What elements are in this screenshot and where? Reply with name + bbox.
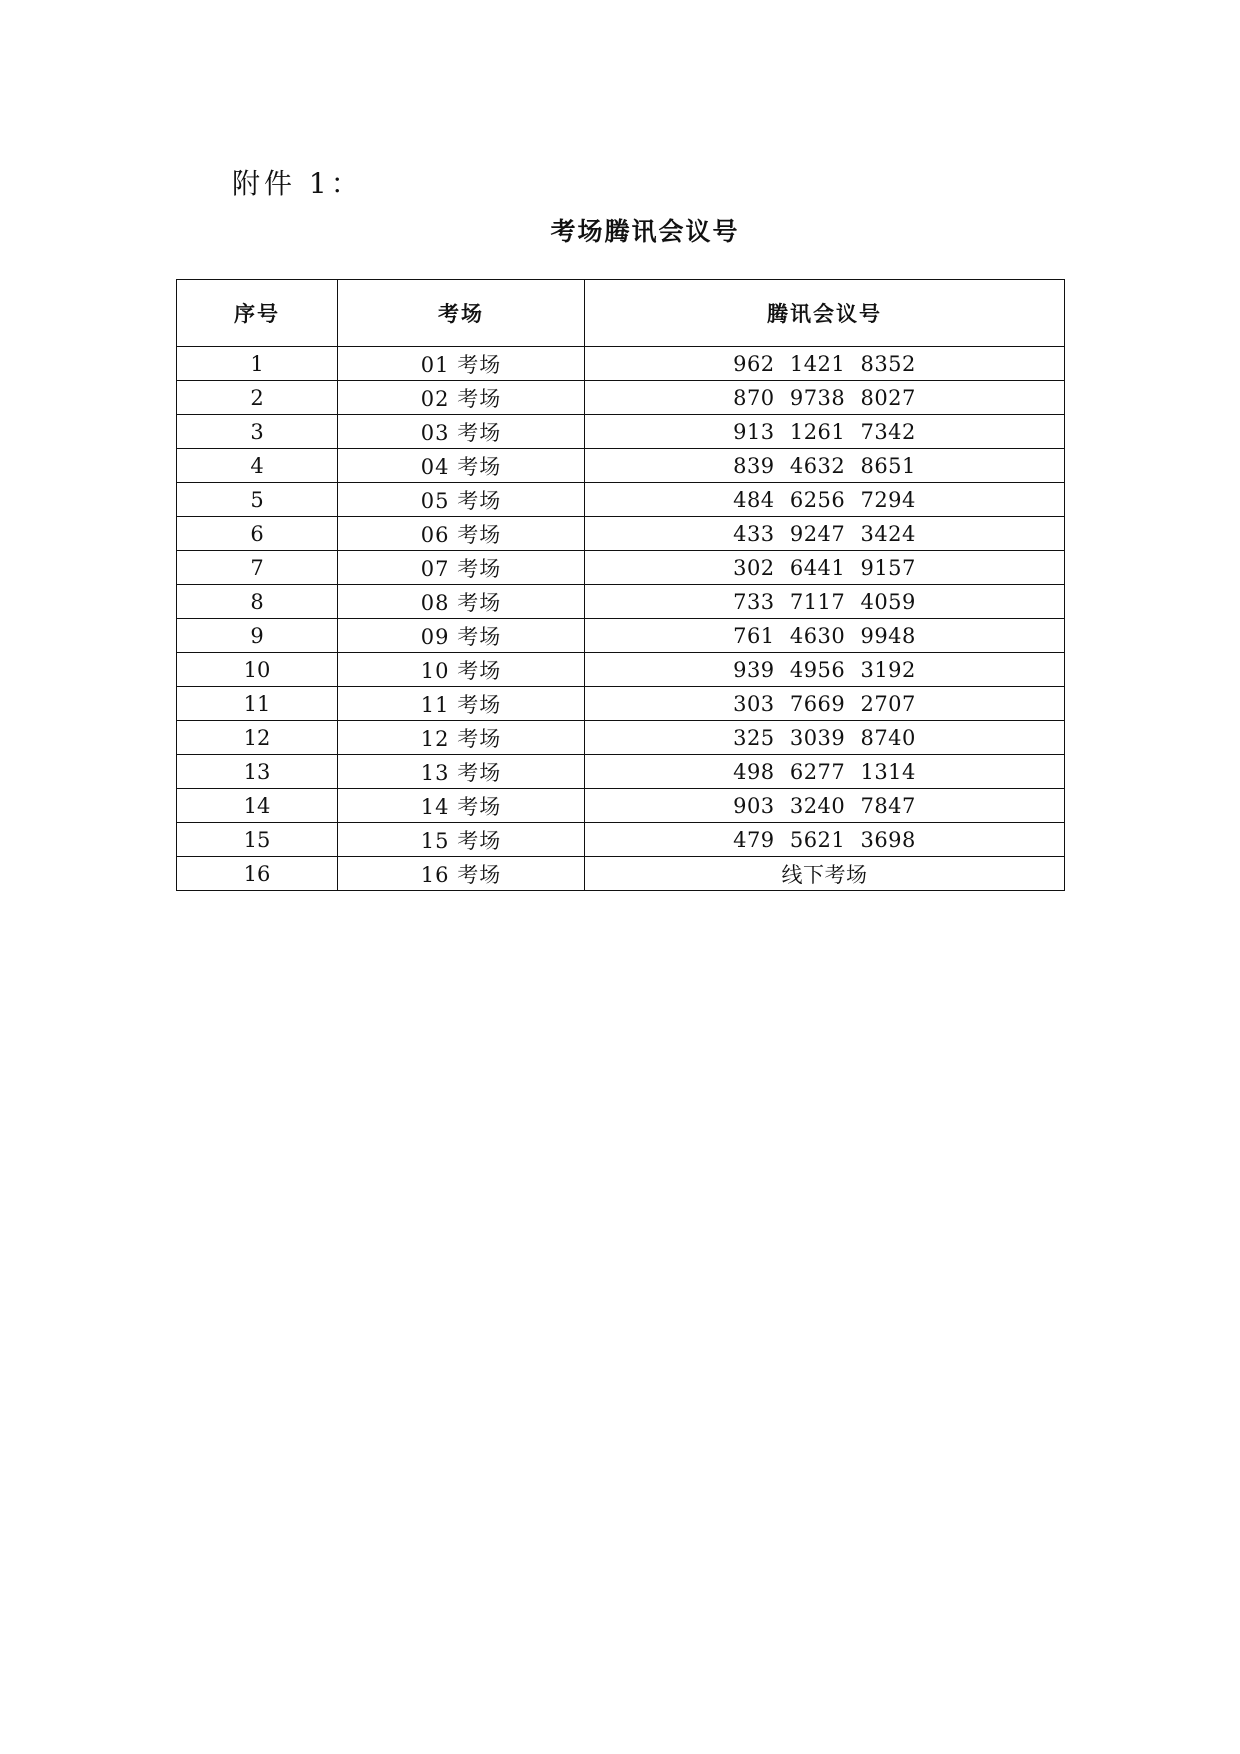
cell-meeting-id: 839 4632 8651 — [585, 449, 1065, 483]
cell-exam-room: 06 考场 — [338, 517, 585, 551]
cell-exam-room: 07 考场 — [338, 551, 585, 585]
cell-exam-room: 09 考场 — [338, 619, 585, 653]
cell-serial-number: 1 — [177, 347, 338, 381]
cell-exam-room: 10 考场 — [338, 653, 585, 687]
table-row — [177, 517, 1065, 551]
table-row — [177, 551, 1065, 585]
cell-exam-room: 12 考场 — [338, 721, 585, 755]
cell-exam-room: 11 考场 — [338, 687, 585, 721]
table-row — [177, 789, 1065, 823]
cell-serial-number: 14 — [177, 789, 338, 823]
cell-exam-room: 16 考场 — [338, 857, 585, 891]
table-row — [177, 449, 1065, 483]
cell-serial-number: 13 — [177, 755, 338, 789]
table-row — [177, 381, 1065, 415]
cell-exam-room: 05 考场 — [338, 483, 585, 517]
cell-meeting-id: 913 1261 7342 — [585, 415, 1065, 449]
header-meeting-id: 腾讯会议号 — [585, 280, 1065, 347]
meeting-table-container — [176, 279, 1064, 891]
cell-meeting-id: 939 4956 3192 — [585, 653, 1065, 687]
table-row — [177, 483, 1065, 517]
cell-serial-number: 16 — [177, 857, 338, 891]
cell-serial-number: 12 — [177, 721, 338, 755]
cell-serial-number: 4 — [177, 449, 338, 483]
cell-serial-number: 7 — [177, 551, 338, 585]
cell-exam-room: 08 考场 — [338, 585, 585, 619]
cell-meeting-id: 484 6256 7294 — [585, 483, 1065, 517]
cell-serial-number: 8 — [177, 585, 338, 619]
document-title: 考场腾讯会议号 — [550, 217, 740, 246]
table-row — [177, 687, 1065, 721]
table-row — [177, 347, 1065, 381]
cell-meeting-id: 903 3240 7847 — [585, 789, 1065, 823]
cell-meeting-id: 962 1421 8352 — [585, 347, 1065, 381]
cell-exam-room: 03 考场 — [338, 415, 585, 449]
cell-meeting-id: 498 6277 1314 — [585, 755, 1065, 789]
table-row — [177, 721, 1065, 755]
cell-serial-number: 9 — [177, 619, 338, 653]
cell-serial-number: 2 — [177, 381, 338, 415]
cell-meeting-id: 线下考场 — [585, 857, 1065, 891]
cell-serial-number: 6 — [177, 517, 338, 551]
cell-serial-number: 5 — [177, 483, 338, 517]
cell-exam-room: 01 考场 — [338, 347, 585, 381]
table-row — [177, 857, 1065, 891]
table-row — [177, 823, 1065, 857]
cell-meeting-id: 761 4630 9948 — [585, 619, 1065, 653]
table-row — [177, 415, 1065, 449]
cell-exam-room: 02 考场 — [338, 381, 585, 415]
cell-serial-number: 11 — [177, 687, 338, 721]
cell-exam-room: 04 考场 — [338, 449, 585, 483]
cell-meeting-id: 303 7669 2707 — [585, 687, 1065, 721]
cell-exam-room: 15 考场 — [338, 823, 585, 857]
cell-exam-room: 13 考场 — [338, 755, 585, 789]
table-row — [177, 585, 1065, 619]
attachment-label: 附件 1： — [232, 167, 363, 200]
cell-meeting-id: 479 5621 3698 — [585, 823, 1065, 857]
cell-exam-room: 14 考场 — [338, 789, 585, 823]
cell-serial-number: 15 — [177, 823, 338, 857]
meeting-table — [176, 279, 1065, 891]
header-exam-room: 考场 — [338, 280, 585, 347]
cell-serial-number: 10 — [177, 653, 338, 687]
cell-meeting-id: 325 3039 8740 — [585, 721, 1065, 755]
cell-meeting-id: 433 9247 3424 — [585, 517, 1065, 551]
cell-meeting-id: 302 6441 9157 — [585, 551, 1065, 585]
cell-meeting-id: 733 7117 4059 — [585, 585, 1065, 619]
table-row — [177, 653, 1065, 687]
table-row — [177, 619, 1065, 653]
table-row — [177, 755, 1065, 789]
cell-serial-number: 3 — [177, 415, 338, 449]
cell-meeting-id: 870 9738 8027 — [585, 381, 1065, 415]
header-serial-number: 序号 — [177, 280, 338, 347]
table-header-row — [177, 280, 1065, 347]
